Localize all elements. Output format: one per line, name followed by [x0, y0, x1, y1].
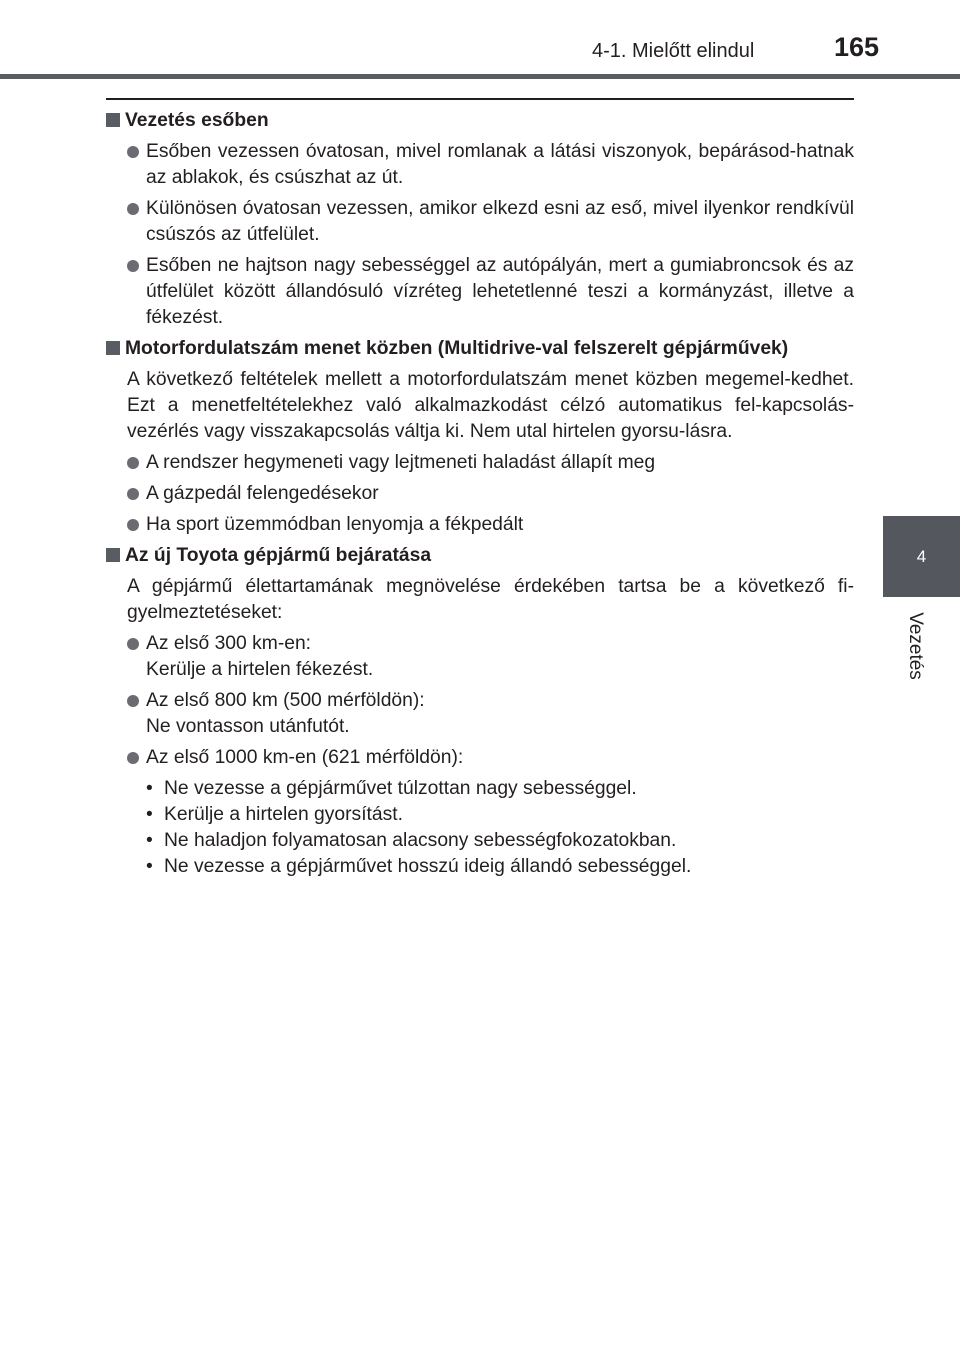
paragraph: A gépjármű élettartamának megnövelése érdekében tartsa be a következő fi-gyelmeztetéseket: [127, 576, 854, 623]
section-heading-text: Az új Toyota gépjármű bejáratása [125, 545, 432, 566]
list-item-text: A rendszer hegymeneti vagy lejtmeneti haladást állapít meg [146, 452, 656, 473]
list-item-line: Az első 300 km-en: [146, 633, 312, 654]
circle-bullet-icon [127, 638, 139, 650]
list-item-text: Különösen óvatosan vezessen, amikor elkezd esni az eső, mivel ilyenkor rendkívül csúszós az útfelület. [146, 198, 854, 245]
list-item-text [146, 688, 854, 740]
list-item-line: Az első 800 km (500 mérföldön): [146, 690, 425, 711]
dot-bullet-icon: • [146, 804, 153, 825]
chapter-number: 4 [916, 546, 927, 566]
sub-list-item [146, 828, 854, 854]
list-item-text: Esőben ne hajtson nagy sebességgel az autópályán, mert a gumiabroncsok és az útfelület között állandósuló vízréteg lehetetlenné teszi a kormányzást, illetve a fékezést. [146, 255, 854, 328]
sub-list-item [146, 854, 854, 880]
list-item [127, 481, 854, 507]
chapter-label-box [895, 606, 935, 686]
circle-bullet-icon [127, 695, 139, 707]
list-item [127, 512, 854, 538]
list-item [127, 631, 854, 683]
dot-bullet-icon: • [146, 856, 153, 877]
dot-bullet-icon: • [146, 778, 153, 799]
page-content [106, 108, 854, 880]
sub-list-item-text: Ne vezesse a gépjárművet túlzottan nagy sebességgel. [164, 778, 637, 799]
paragraph: A következő feltételek mellett a motorfordulatszám menet közben megemel-kedhet. Ezt a menetfeltételekhez való alkalmazkodást célzó automatikus fel-kapcsolás-vezérlés vagy visszakapcsolás váltja ki. Nem utal hirtelen gyorsu-lásra. [127, 369, 854, 442]
list-item-line: Kerülje a hirtelen fékezést. [146, 659, 374, 680]
square-bullet-icon [106, 341, 120, 355]
sub-list [146, 776, 854, 880]
sub-list-item-text: Ne vezesse a gépjárművet hosszú ideig állandó sebességgel. [164, 856, 692, 877]
sub-list-item [146, 802, 854, 828]
circle-bullet-icon [127, 203, 139, 215]
list-item-text [146, 631, 854, 683]
dot-bullet-icon: • [146, 830, 153, 851]
circle-bullet-icon [127, 146, 139, 158]
list-item-text: Az első 1000 km-en (621 mérföldön): [146, 747, 464, 768]
sub-list-item-text: Kerülje a hirtelen gyorsítást. [164, 804, 403, 825]
list-item-text: A gázpedál felengedésekor [146, 483, 379, 504]
square-bullet-icon [106, 548, 120, 562]
list-item [127, 253, 854, 331]
sub-list-item-text: Ne haladjon folyamatosan alacsony sebességfokozatokban. [164, 830, 677, 851]
list-item [127, 688, 854, 740]
circle-bullet-icon [127, 752, 139, 764]
circle-bullet-icon [127, 488, 139, 500]
chapter-tab [883, 516, 960, 597]
circle-bullet-icon [127, 457, 139, 469]
section-heading [106, 108, 854, 134]
list-item [127, 450, 854, 476]
header-rule [0, 74, 960, 79]
list-item-line: Ne vontasson utánfutót. [146, 716, 350, 737]
list-item [127, 139, 854, 191]
list-item-text: Esőben vezessen óvatosan, mivel romlanak a látási viszonyok, bepárásod-hatnak az ablakok, és csúszhat az út. [146, 141, 854, 188]
list-item [127, 196, 854, 248]
page-number: 165 [834, 32, 880, 62]
section-heading-text: Motorfordulatszám menet közben (Multidrive-val felszerelt gépjárművek) [125, 338, 789, 359]
section-heading [106, 543, 854, 569]
square-bullet-icon [106, 113, 120, 127]
content-top-rule [106, 98, 854, 100]
circle-bullet-icon [127, 260, 139, 272]
section-title: 4-1. Mielőtt elindul [592, 40, 755, 62]
section-heading [106, 336, 854, 362]
list-item [127, 745, 854, 771]
sub-list-item [146, 776, 854, 802]
chapter-label: Vezetés [905, 612, 926, 680]
section-heading-text: Vezetés esőben [125, 110, 269, 131]
list-item-text: Ha sport üzemmódban lenyomja a fékpedált [146, 514, 524, 535]
circle-bullet-icon [127, 519, 139, 531]
